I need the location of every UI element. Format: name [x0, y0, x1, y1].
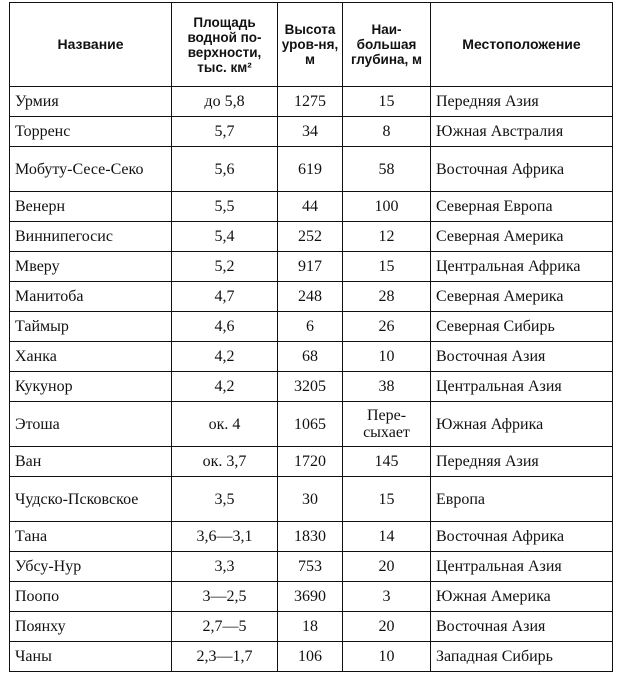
- location-cell: Северная Америка: [431, 222, 613, 252]
- table-row: [10, 642, 613, 672]
- altitude-cell: 106: [278, 642, 343, 672]
- area-cell: 3—2,5: [172, 582, 278, 612]
- table-row: [10, 222, 613, 252]
- depth-cell: 8: [343, 117, 431, 147]
- table-row: [10, 312, 613, 342]
- depth-cell: 26: [343, 312, 431, 342]
- location-cell: Южная Америка: [431, 582, 613, 612]
- depth-cell: 15: [343, 87, 431, 117]
- altitude-cell: 1275: [278, 87, 343, 117]
- table-row: [10, 372, 613, 402]
- depth-cell: Пере-сыхает: [343, 402, 431, 447]
- area-cell: 2,7—5: [172, 612, 278, 642]
- lake-name-cell: Урмия: [10, 87, 172, 117]
- location-cell: Передняя Азия: [431, 447, 613, 477]
- depth-cell: 15: [343, 252, 431, 282]
- area-cell: 5,4: [172, 222, 278, 252]
- header-location: Местоположение: [431, 3, 613, 87]
- area-cell: 3,3: [172, 552, 278, 582]
- altitude-cell: 68: [278, 342, 343, 372]
- lake-name-cell: Этоша: [10, 402, 172, 447]
- location-cell: Северная Сибирь: [431, 312, 613, 342]
- location-cell: Восточная Азия: [431, 612, 613, 642]
- altitude-cell: 619: [278, 147, 343, 192]
- lake-name-cell: Мверу: [10, 252, 172, 282]
- altitude-cell: 1720: [278, 447, 343, 477]
- depth-cell: 12: [343, 222, 431, 252]
- area-cell: 4,2: [172, 342, 278, 372]
- altitude-cell: 6: [278, 312, 343, 342]
- lake-name-cell: Тана: [10, 522, 172, 552]
- location-cell: Восточная Азия: [431, 342, 613, 372]
- table-row: [10, 447, 613, 477]
- altitude-cell: 753: [278, 552, 343, 582]
- altitude-cell: 30: [278, 477, 343, 522]
- altitude-cell: 917: [278, 252, 343, 282]
- altitude-cell: 1830: [278, 522, 343, 552]
- location-cell: Европа: [431, 477, 613, 522]
- altitude-cell: 34: [278, 117, 343, 147]
- depth-cell: 100: [343, 192, 431, 222]
- location-cell: Центральная Азия: [431, 552, 613, 582]
- table-row: [10, 582, 613, 612]
- area-cell: 3,5: [172, 477, 278, 522]
- altitude-cell: 3205: [278, 372, 343, 402]
- area-cell: 5,6: [172, 147, 278, 192]
- altitude-cell: 18: [278, 612, 343, 642]
- table-row: [10, 147, 613, 192]
- table-row: [10, 252, 613, 282]
- location-cell: Южная Африка: [431, 402, 613, 447]
- table-row: [10, 612, 613, 642]
- altitude-cell: 3690: [278, 582, 343, 612]
- area-cell: 3,6—3,1: [172, 522, 278, 552]
- depth-cell: 145: [343, 447, 431, 477]
- lake-name-cell: Чудско-Псковское: [10, 477, 172, 522]
- depth-cell: 15: [343, 477, 431, 522]
- table-row: [10, 117, 613, 147]
- location-cell: Южная Австралия: [431, 117, 613, 147]
- location-cell: Северная Европа: [431, 192, 613, 222]
- header-area: Площадь водной по-верхности, тыс. км²: [172, 3, 278, 87]
- table-row: [10, 342, 613, 372]
- depth-cell: 28: [343, 282, 431, 312]
- header-row: [10, 3, 613, 87]
- location-cell: Восточная Африка: [431, 522, 613, 552]
- area-cell: 2,3—1,7: [172, 642, 278, 672]
- table-row: [10, 282, 613, 312]
- location-cell: Центральная Африка: [431, 252, 613, 282]
- table-row: [10, 522, 613, 552]
- area-cell: до 5,8: [172, 87, 278, 117]
- lake-name-cell: Ханка: [10, 342, 172, 372]
- location-cell: Западная Сибирь: [431, 642, 613, 672]
- lake-name-cell: Таймыр: [10, 312, 172, 342]
- table-row: [10, 192, 613, 222]
- depth-cell: 10: [343, 342, 431, 372]
- depth-cell: 20: [343, 552, 431, 582]
- depth-cell: 14: [343, 522, 431, 552]
- depth-cell: 20: [343, 612, 431, 642]
- lake-name-cell: Чаны: [10, 642, 172, 672]
- depth-cell: 38: [343, 372, 431, 402]
- altitude-cell: 248: [278, 282, 343, 312]
- location-cell: Центральная Азия: [431, 372, 613, 402]
- location-cell: Восточная Африка: [431, 147, 613, 192]
- lake-name-cell: Кукунор: [10, 372, 172, 402]
- table-row: [10, 552, 613, 582]
- table-row: [10, 477, 613, 522]
- lake-name-cell: Манитоба: [10, 282, 172, 312]
- header-depth: Наи-большая глубина, м: [343, 3, 431, 87]
- area-cell: 4,2: [172, 372, 278, 402]
- area-cell: 5,2: [172, 252, 278, 282]
- lake-name-cell: Убсу-Нур: [10, 552, 172, 582]
- depth-cell: 10: [343, 642, 431, 672]
- altitude-cell: 252: [278, 222, 343, 252]
- altitude-cell: 44: [278, 192, 343, 222]
- depth-cell: 3: [343, 582, 431, 612]
- lake-name-cell: Виннипегосис: [10, 222, 172, 252]
- location-cell: Северная Америка: [431, 282, 613, 312]
- area-cell: ок. 3,7: [172, 447, 278, 477]
- header-altitude: Высота уров-ня, м: [278, 3, 343, 87]
- table-row: [10, 87, 613, 117]
- area-cell: ок. 4: [172, 402, 278, 447]
- header-name: Название: [10, 3, 172, 87]
- depth-cell: 58: [343, 147, 431, 192]
- lakes-table: [9, 2, 613, 672]
- lake-name-cell: Торренс: [10, 117, 172, 147]
- area-cell: 5,7: [172, 117, 278, 147]
- lake-name-cell: Венерн: [10, 192, 172, 222]
- lake-name-cell: Ван: [10, 447, 172, 477]
- lake-name-cell: Мобуту-Сесе-Секо: [10, 147, 172, 192]
- lake-name-cell: Поопо: [10, 582, 172, 612]
- area-cell: 4,6: [172, 312, 278, 342]
- table-row: [10, 402, 613, 447]
- location-cell: Передняя Азия: [431, 87, 613, 117]
- area-cell: 4,7: [172, 282, 278, 312]
- area-cell: 5,5: [172, 192, 278, 222]
- lake-name-cell: Поянху: [10, 612, 172, 642]
- altitude-cell: 1065: [278, 402, 343, 447]
